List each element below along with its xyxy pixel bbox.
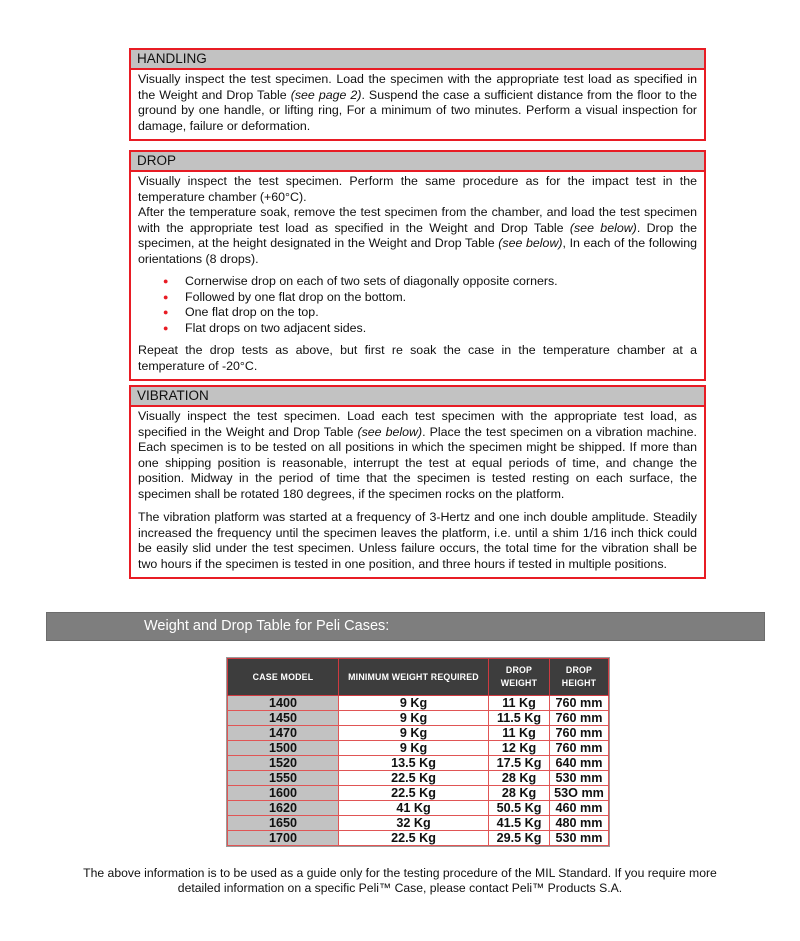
text-segment: . Suspend the case a sufficient distance from the floor to the ground by one handle, or lifting ring, For a minimum of two minutes. Perform a visual inspection for damage, failure or deformation. (138, 87, 697, 133)
header-drop-weight: DROP WEIGHT (489, 659, 550, 696)
footer-line-1: The above information is to be used as a guide only for the testing procedure of the MIL Standard. If you require more (83, 866, 717, 880)
table-cell: 530 mm (550, 831, 609, 846)
table-cell: 28 Kg (489, 771, 550, 786)
text-segment: Visually inspect the test specimen. Load the specimen with the appropriate test load as specified in the Weight and Drop Table (138, 72, 697, 102)
table-row (228, 786, 609, 801)
section-title-drop: DROP (131, 152, 704, 172)
paragraph-vibration-2: The vibration platform was started at a frequency of 3-Hertz and one inch double amplitude. Steadily increased the frequency until the specimen leaves the platform, i.e. until a shim 1/16 inch thick could be easily slid under the test specimen. Unless failure occurs, the total time for the vibration shall be two hours if the specimen is tested in one position, and three hours if tested in multiple positions. (138, 510, 697, 571)
italic-text-segment: (see page 2) (290, 87, 362, 102)
table-cell: 760 mm (550, 711, 609, 726)
table-header (228, 659, 609, 696)
table-cell: 41 Kg (339, 801, 489, 816)
case-model-cell: 1600 (228, 786, 339, 801)
table-body (228, 696, 609, 846)
table-cell: 41.5 Kg (489, 816, 550, 831)
case-model-cell: 1650 (228, 816, 339, 831)
case-model-cell: 1470 (228, 726, 339, 741)
case-model-cell: 1550 (228, 771, 339, 786)
case-model-cell: 1520 (228, 756, 339, 771)
table-cell: 9 Kg (339, 726, 489, 741)
section-body-vibration (131, 407, 704, 577)
table-row (228, 771, 609, 786)
table-cell: 13.5 Kg (339, 756, 489, 771)
table-cell: 11 Kg (489, 726, 550, 741)
paragraph-drop-1: Visually inspect the test specimen. Perform the same procedure as for the impact test in the temperature chamber (+60°C). (138, 174, 697, 204)
section-body-handling (131, 70, 704, 139)
table-cell: 12 Kg (489, 741, 550, 756)
section-body-drop (131, 172, 704, 379)
section-drop (129, 150, 706, 381)
paragraph-drop-3: Repeat the drop tests as above, but first re soak the case in the temperature chamber at a temperature of -20°C. (138, 343, 697, 373)
text-segment: . Place the test specimen on a vibration machine. Each specimen is to be tested on all positions in which the specimen might be shipped. If more than one shipping position is reasonable, interrupt the test at equal periods of time, and change the position. Midway in the period of time that the specimen is tested resting on each surface, the specimen shall be rotated 180 degrees, if the specimen rocks on the platform. (138, 424, 698, 501)
section-title-handling: HANDLING (131, 50, 704, 70)
bullet-item: ● Followed by one flat drop on the bottom. (185, 290, 697, 306)
drop-orientation-list (138, 274, 697, 336)
table-cell: 480 mm (550, 816, 609, 831)
table-cell: 9 Kg (339, 711, 489, 726)
text-segment: Visually inspect the test specimen. Load each test specimen with the appropriate test load, as specified in the Weight and Drop Table (138, 409, 697, 439)
table-row (228, 801, 609, 816)
text-segment: . Drop the specimen, at the height designated in the Weight and Drop Table (138, 220, 698, 250)
footer-line-2: detailed information on a specific Peli™ Case, please contact Peli™ Products S.A. (177, 880, 623, 895)
table-row (228, 696, 609, 711)
bullet-item: ● Flat drops on two adjacent sides. (185, 321, 697, 337)
table-cell: 530 mm (550, 771, 609, 786)
italic-text-segment: (see below) (357, 424, 423, 439)
case-model-cell: 1450 (228, 711, 339, 726)
table-cell: 50.5 Kg (489, 801, 550, 816)
table-cell: 32 Kg (339, 816, 489, 831)
header-case-model: CASE MODEL (228, 659, 339, 696)
italic-text-segment: (see below) (569, 220, 637, 235)
table-cell: 11 Kg (489, 696, 550, 711)
header-drop-height: DROP HEIGHT (550, 659, 609, 696)
table-row (228, 756, 609, 771)
table-row (228, 711, 609, 726)
section-handling (129, 48, 706, 141)
table-cell: 760 mm (550, 741, 609, 756)
table-row (228, 741, 609, 756)
table-row (228, 816, 609, 831)
header-minimum-weight: MINIMUM WEIGHT REQUIRED (339, 659, 489, 696)
weight-drop-table-banner: Weight and Drop Table for Peli Cases: (46, 612, 765, 641)
case-model-cell: 1620 (228, 801, 339, 816)
table-cell: 760 mm (550, 696, 609, 711)
bullet-item: ● Cornerwise drop on each of two sets of diagonally opposite corners. (185, 274, 697, 290)
table-cell: 53O mm (550, 786, 609, 801)
text-segment: After the temperature soak, remove the test specimen from the chamber, and load the test specimen with the appropriate test load as specified in the Weight and Drop Table (138, 205, 697, 235)
text-segment: , In each of the following orientations (8 drops). (138, 236, 697, 266)
table-cell: 22.5 Kg (339, 771, 489, 786)
paragraph-vibration-1 (138, 409, 697, 502)
table-cell: 760 mm (550, 726, 609, 741)
paragraph-handling-body (138, 72, 697, 134)
section-title-vibration: VIBRATION (131, 387, 704, 407)
section-vibration (129, 385, 706, 579)
paragraph-drop-2 (138, 205, 697, 267)
table-cell: 22.5 Kg (339, 786, 489, 801)
weight-drop-table (227, 658, 609, 846)
table-cell: 22.5 Kg (339, 831, 489, 846)
case-model-cell: 1400 (228, 696, 339, 711)
table-cell: 17.5 Kg (489, 756, 550, 771)
table-cell: 28 Kg (489, 786, 550, 801)
table-cell: 29.5 Kg (489, 831, 550, 846)
table-row (228, 831, 609, 846)
case-model-cell: 1500 (228, 741, 339, 756)
table-row (228, 726, 609, 741)
italic-text-segment: (see below) (498, 236, 563, 250)
bullet-item: ● One flat drop on the top. (185, 305, 697, 321)
table-header-row (228, 659, 609, 696)
table-cell: 11.5 Kg (489, 711, 550, 726)
case-model-cell: 1700 (228, 831, 339, 846)
table-cell: 9 Kg (339, 741, 489, 756)
table-cell: 9 Kg (339, 696, 489, 711)
table-cell: 640 mm (550, 756, 609, 771)
footer-note (0, 866, 800, 895)
table-cell: 460 mm (550, 801, 609, 816)
